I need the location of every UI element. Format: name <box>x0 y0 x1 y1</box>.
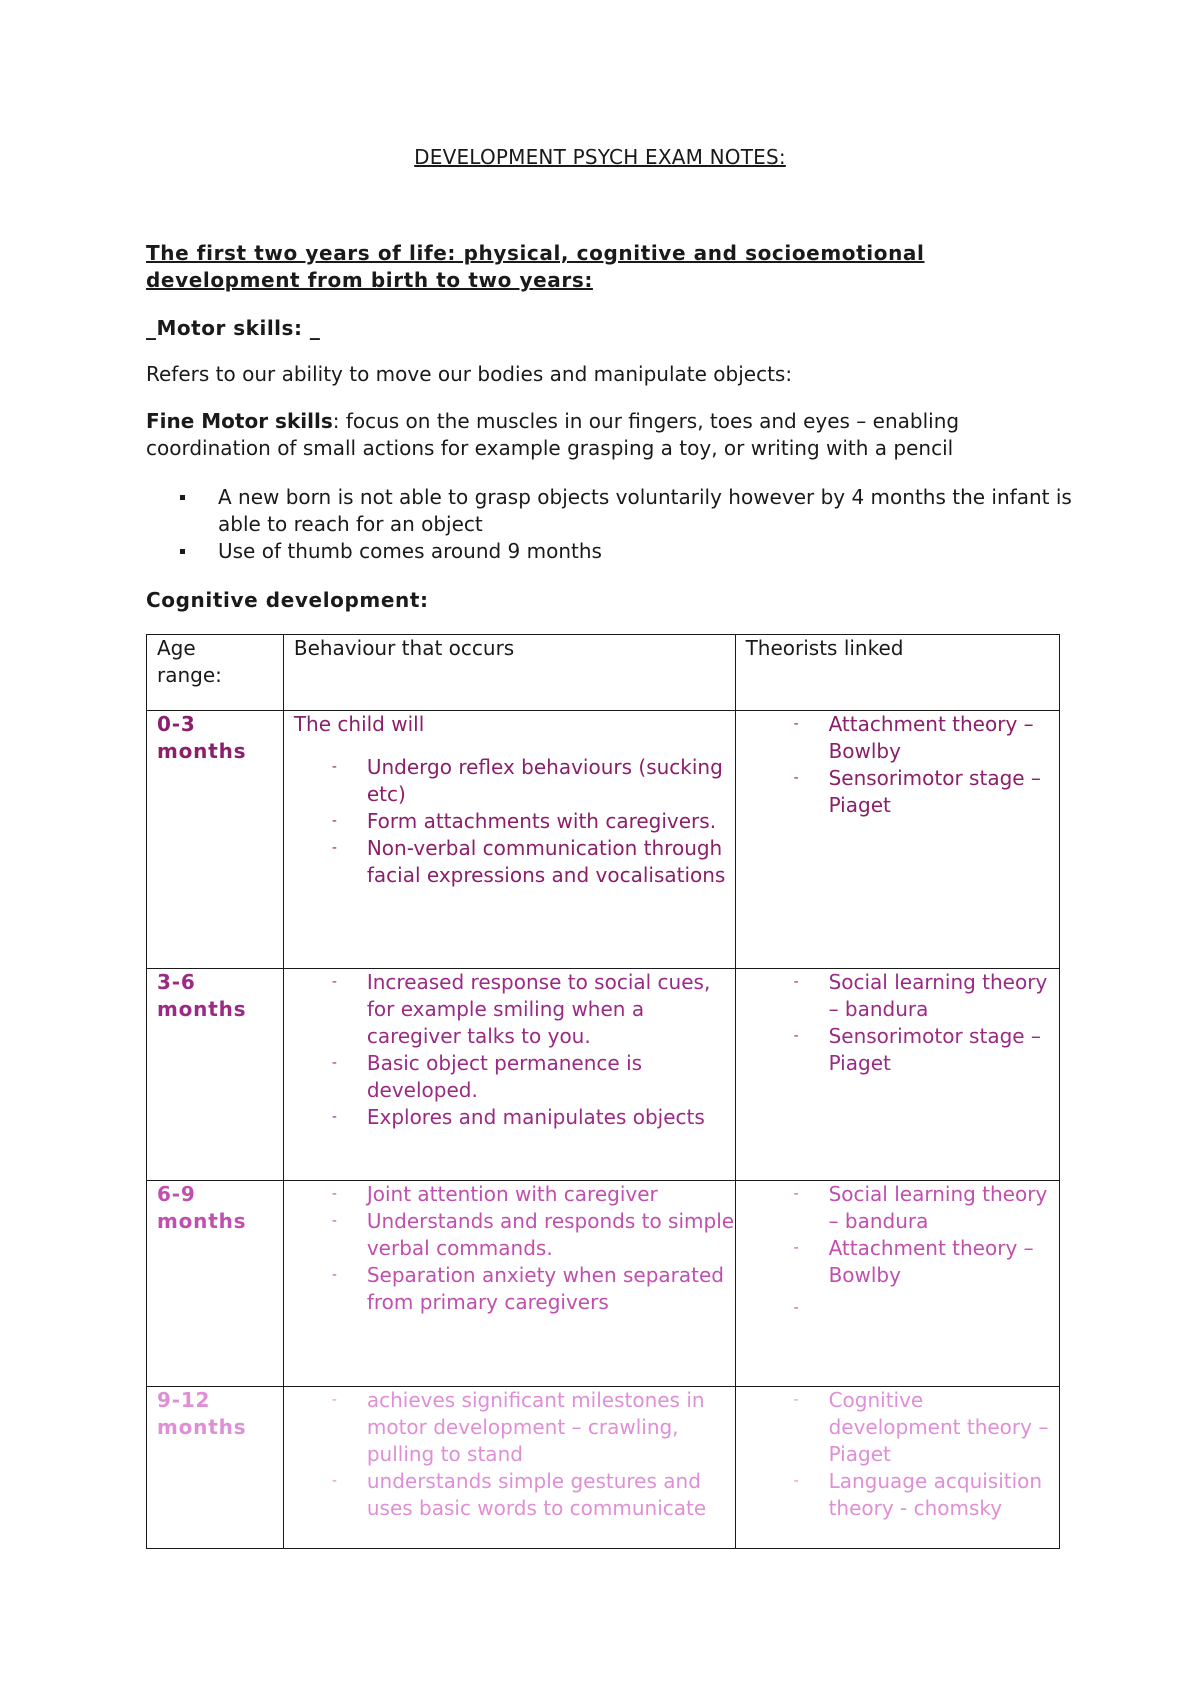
list-item <box>294 1208 735 1262</box>
list-item: Use of thumb comes around 9 months <box>146 538 1076 565</box>
dash-bullet-icon: - <box>331 813 337 829</box>
list-item <box>746 765 1059 819</box>
motor-skills-intro: Refers to our ability to move our bodies and manipulate objects: <box>146 362 793 386</box>
dash-bullet-icon: - <box>331 1473 337 1489</box>
behaviour-text: Understands and responds to simple verbal commands. <box>366 1209 735 1260</box>
fine-motor-label: Fine Motor skills <box>146 409 333 433</box>
dash-bullet-icon: - <box>793 974 799 990</box>
behaviour-cell <box>283 711 735 969</box>
dash-bullet-icon: - <box>793 770 799 786</box>
theorists-cell <box>735 1387 1059 1549</box>
age-range: 9-12 months <box>157 1388 247 1439</box>
theorists-list <box>746 1387 1059 1522</box>
motor-bullet-list <box>146 484 1076 565</box>
age-range: 0-3 months <box>157 712 247 763</box>
behaviour-text: Explores and manipulates objects <box>366 1105 705 1129</box>
table-row <box>147 969 1060 1181</box>
list-item <box>294 754 735 808</box>
theorists-cell <box>735 1181 1059 1387</box>
dash-bullet-icon: - <box>793 1240 799 1256</box>
list-item <box>294 1050 735 1104</box>
list-item <box>746 969 1059 1023</box>
list-item <box>294 1387 735 1468</box>
theorists-cell <box>735 711 1059 969</box>
list-item: A new born is not able to grasp objects voluntarily however by 4 months the infant is able to reach for an object <box>146 484 1076 538</box>
behaviour-cell <box>283 969 735 1181</box>
behaviour-cell <box>283 1181 735 1387</box>
behaviour-text: Basic object permanence is developed. <box>366 1051 643 1102</box>
square-bullet-icon <box>180 549 185 554</box>
behaviour-intro: The child will <box>293 712 425 736</box>
list-item <box>294 969 735 1050</box>
dash-bullet-icon: - <box>331 1109 337 1125</box>
table-row <box>147 711 1060 969</box>
age-range: 6-9 months <box>157 1182 247 1233</box>
header-theorists: Theorists linked <box>735 635 1059 711</box>
behaviour-list <box>294 969 735 1131</box>
behaviour-text: Undergo reflex behaviours (sucking etc) <box>366 755 723 806</box>
header-age: Age range: <box>147 635 284 711</box>
behaviour-text: Non-verbal communication through facial expressions and vocalisations <box>366 836 726 887</box>
theorist-text: Attachment theory – Bowlby <box>828 712 1034 763</box>
list-item <box>294 1104 735 1131</box>
square-bullet-icon <box>180 495 185 500</box>
list-item <box>746 711 1059 765</box>
dash-bullet-icon: - <box>793 1473 799 1489</box>
dash-bullet-icon: - <box>331 1186 337 1202</box>
theorist-text: Social learning theory – bandura <box>828 1182 1048 1233</box>
list-item <box>294 835 735 889</box>
list-item <box>294 1262 735 1316</box>
age-cell <box>147 969 284 1181</box>
list-item <box>294 808 735 835</box>
dash-bullet-icon: - <box>331 1392 337 1408</box>
motor-skills-heading: _Motor skills: _ <box>146 316 321 340</box>
dash-bullet-icon: - <box>793 1186 799 1202</box>
behaviour-text: Increased response to social cues, for example smiling when a caregiver talks to you. <box>366 970 711 1048</box>
behaviour-list <box>294 1181 735 1316</box>
list-item <box>746 1387 1059 1468</box>
theorist-text: Cognitive development theory – Piaget <box>828 1388 1049 1466</box>
theorist-text <box>829 1296 835 1320</box>
dash-bullet-icon: - <box>331 759 337 775</box>
list-item <box>746 1468 1059 1522</box>
theorists-cell <box>735 969 1059 1181</box>
table-row <box>147 1387 1060 1549</box>
behaviour-list <box>294 1387 735 1522</box>
age-cell <box>147 1181 284 1387</box>
age-range: 3-6 months <box>157 970 247 1021</box>
cognitive-development-table <box>146 634 1060 1549</box>
cognitive-development-heading: Cognitive development: <box>146 588 429 612</box>
list-item <box>294 1181 735 1208</box>
age-cell <box>147 711 284 969</box>
theorist-text: Sensorimotor stage – Piaget <box>828 1024 1041 1075</box>
age-cell <box>147 1387 284 1549</box>
theorists-list <box>746 711 1059 819</box>
theorists-list <box>746 969 1059 1077</box>
dash-bullet-icon: - <box>331 1267 337 1283</box>
behaviour-text: understands simple gestures and uses basic words to communicate <box>366 1469 707 1520</box>
header-behaviour: Behaviour that occurs <box>283 635 735 711</box>
theorist-text: Sensorimotor stage – Piaget <box>828 766 1041 817</box>
dash-bullet-icon: - <box>793 716 799 732</box>
list-item <box>746 1235 1059 1289</box>
list-item <box>746 1295 1059 1322</box>
theorist-text: Social learning theory – bandura <box>828 970 1048 1021</box>
theorist-text: Language acquisition theory - chomsky <box>828 1469 1043 1520</box>
behaviour-text: Form attachments with caregivers. <box>366 809 717 833</box>
dash-bullet-icon: - <box>793 1028 799 1044</box>
behaviour-list <box>294 754 735 889</box>
table-header-row <box>147 635 1060 711</box>
dash-bullet-icon: - <box>331 840 337 856</box>
dash-bullet-icon: - <box>793 1392 799 1408</box>
dash-bullet-icon: - <box>331 1055 337 1071</box>
list-item <box>294 1468 735 1522</box>
dash-bullet-icon: - <box>331 1213 337 1229</box>
list-item <box>746 1023 1059 1077</box>
dash-bullet-icon: - <box>793 1300 799 1316</box>
behaviour-text: Separation anxiety when separated from primary caregivers <box>366 1263 724 1314</box>
fine-motor-paragraph <box>146 408 1076 462</box>
behaviour-text: achieves significant milestones in motor development – crawling, pulling to stand <box>366 1388 705 1466</box>
theorists-list <box>746 1181 1059 1322</box>
table-body <box>147 711 1060 1549</box>
table-row <box>147 1181 1060 1387</box>
behaviour-cell <box>283 1387 735 1549</box>
theorist-text: Attachment theory – Bowlby <box>828 1236 1034 1287</box>
list-item <box>746 1181 1059 1235</box>
section-heading: The first two years of life: physical, cognitive and socioemotional development from birth to two years: <box>146 241 925 292</box>
behaviour-text: Joint attention with caregiver <box>366 1182 658 1206</box>
fine-motor-text: : focus on the muscles in our fingers, toes and eyes – enabling coordination of small actions for example grasping a toy, or writing with a pencil <box>146 409 960 460</box>
document-title: DEVELOPMENT PSYCH EXAM NOTES: <box>414 145 786 169</box>
dash-bullet-icon: - <box>331 974 337 990</box>
